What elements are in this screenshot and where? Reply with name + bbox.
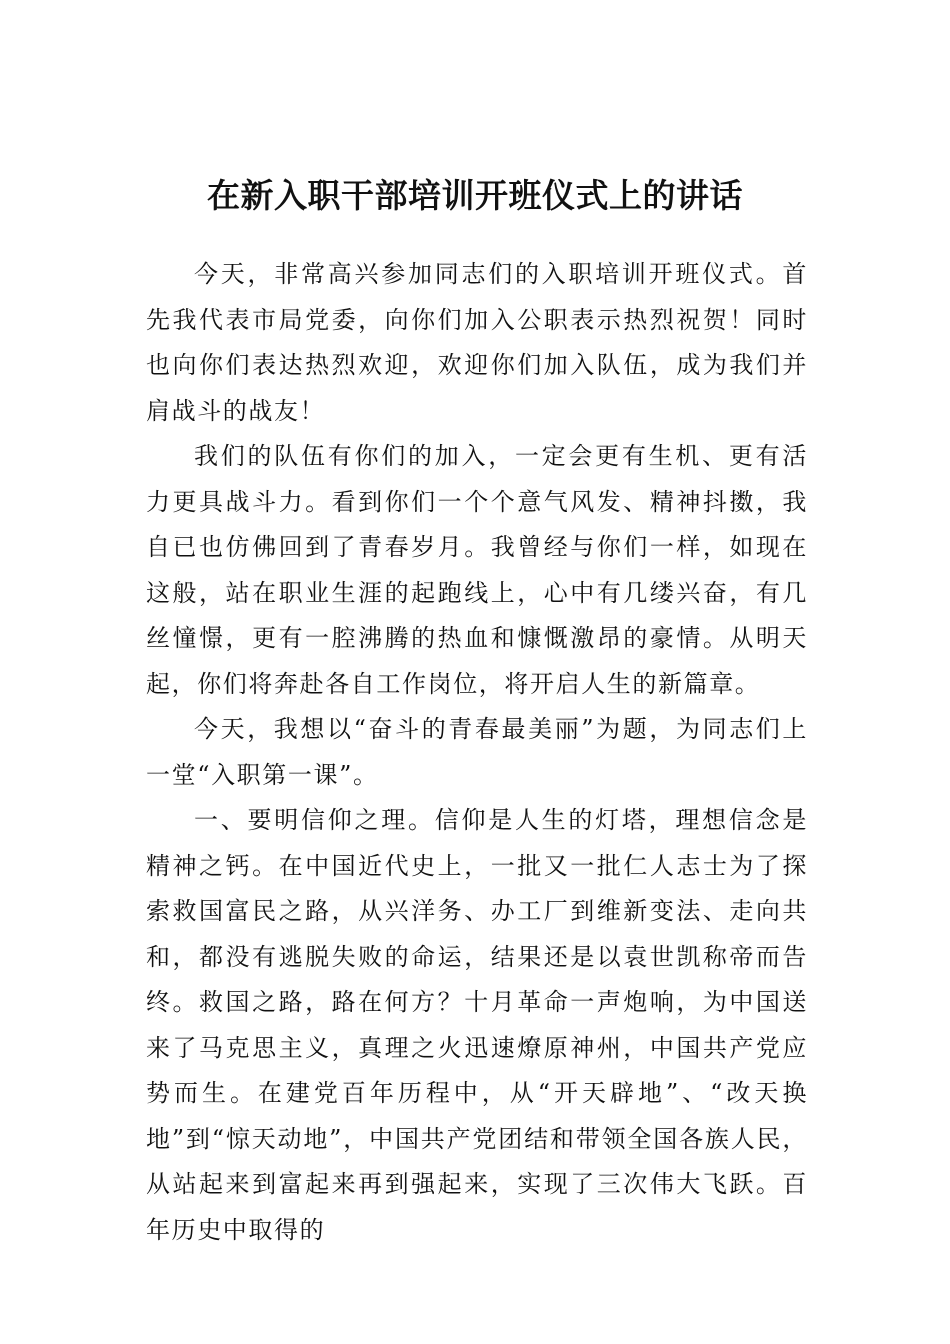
paragraph-3: 今天，我想以“奋斗的青春最美丽”为题，为同志们上一堂“入职第一课”。 bbox=[146, 715, 808, 789]
document-body bbox=[146, 252, 808, 1253]
paragraph-4: 一、要明信仰之理。信仰是人生的灯塔，理想信念是精神之钙。在中国近代史上，一批又一批仁人志士为了探索救国富民之路，从兴洋务、办工厂到维新变法、走向共和，都没有逃脱失败的命运，结果还是以袁世凯称帝而告终。救国之路，路在何方？十月革命一声炮响，为中国送来了马克思主义，真理之火迅速燎原神州，中国共产党应势而生。在建党百年历程中，从“开天辟地”、“改天换地”到“惊天动地”，中国共产党团结和带领全国各族人民，从站起来到富起来再到强起来，实现了三次伟大飞跃。百年历史中取得的 bbox=[146, 806, 808, 1244]
page-title: 在新入职干部培训开班仪式上的讲话 bbox=[207, 176, 743, 215]
paragraph-2: 我们的队伍有你们的加入，一定会更有生机、更有活力更具战斗力。看到你们一个个意气风发、精神抖擞，我自已也仿佛回到了青春岁月。我曾经与你们一样，如现在这般，站在职业生涯的起跑线上，心中有几缕兴奋，有几丝憧憬，更有一腔沸腾的热血和慷慨激昂的豪情。从明天起，你们将奔赴各自工作岗位，将开启人生的新篇章。 bbox=[146, 442, 808, 698]
paragraph-1: 今天，非常高兴参加同志们的入职培训开班仪式。首先我代表市局党委，向你们加入公职表示热烈祝贺！同时也向你们表达热烈欢迎，欢迎你们加入队伍，成为我们并肩战斗的战友！ bbox=[146, 260, 808, 425]
